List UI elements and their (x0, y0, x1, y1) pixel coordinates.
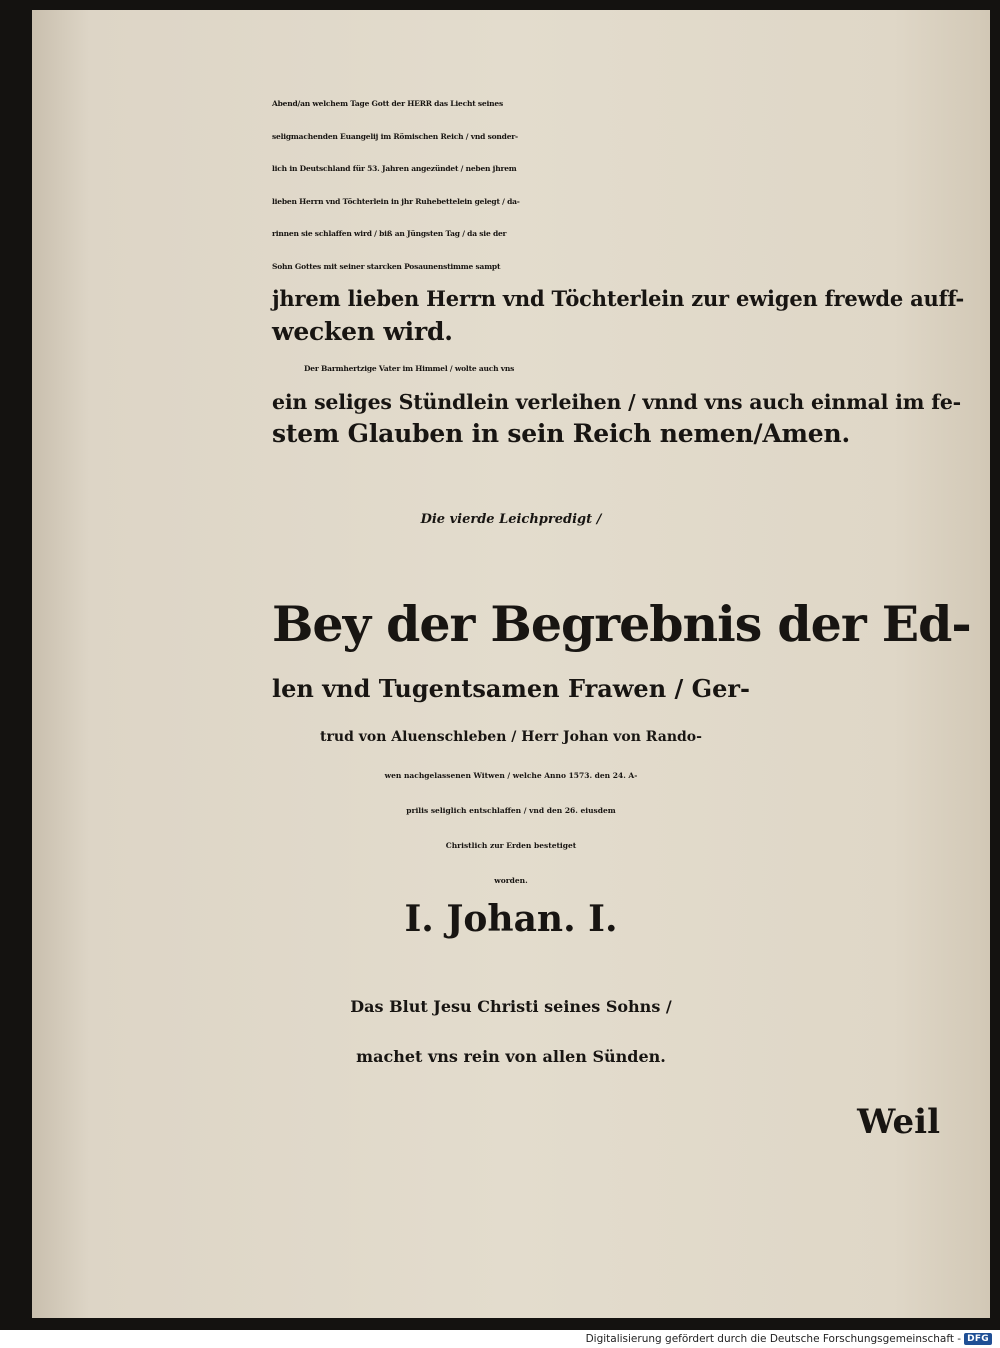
paragraph-1 (272, 88, 964, 348)
title-line: len vnd Tugentsamen Frawen / Ger- (272, 674, 750, 703)
title-line: prilis seliglich entschlaffen / vnd den 26. eiusdem (406, 806, 616, 815)
text-line: stem Glauben in sein Reich nemen/Amen. (272, 419, 850, 448)
text-line: jhrem lieben Herrn vnd Töchterlein zur ewigen frewde auff- (272, 286, 965, 311)
paragraph-2 (272, 353, 961, 451)
text-line: Der Barmhertzige Vater im Himmel / wolte auch vns (304, 364, 515, 373)
title-line: worden. (494, 876, 528, 885)
text-line: ein seliges Stündlein verleihen / vnnd vns auch einmal im fe- (272, 389, 961, 414)
text-line: lich in Deutschland für 53. Jahren angezündet / neben jhrem (272, 164, 517, 173)
scripture-line: Das Blut Jesu Christi seines Sohns / (350, 997, 672, 1016)
footer-credit (586, 1332, 992, 1346)
text-line: rinnen sie schlaffen wird / biß an Jüngsten Tag / da sie der (272, 229, 507, 238)
title-line: trud von Aluenschleben / Herr Johan von Rando- (320, 729, 702, 745)
catchword: Weil (857, 1102, 940, 1142)
title-line: Christlich zur Erden bestetiget (445, 841, 577, 850)
funding-note: Digitalisierung gefördert durch die Deutsche Forschungsgemeinschaft - (585, 1333, 962, 1345)
scripture-text (32, 982, 990, 1082)
scripture-reference: I. Johan. I. (404, 898, 618, 940)
sermon-subtitle: Die vierde Leichpredigt / (420, 512, 602, 527)
title-line: wen nachgelassenen Witwen / welche Anno 1573. den 24. A- (384, 771, 638, 780)
text-line: seligmachenden Euangelij im Römischen Reich / vnd sonder- (272, 131, 518, 141)
text-line: Sohn Gottes mit seiner starcken Posaunenstimme sampt (272, 261, 501, 271)
sermon-title-continuation (32, 662, 990, 898)
scripture-line: machet vns rein von allen Sünden. (356, 1047, 666, 1066)
text-line: wecken wird. (272, 316, 453, 346)
text-line: lieben Herrn vnd Töchterlein in jhr Ruhebettelein gelegt / da- (272, 196, 520, 206)
dfg-logo[interactable]: DFG (964, 1333, 992, 1345)
sermon-title: Bey der Begrebnis der Ed- (272, 595, 971, 653)
text-line: Abend/an welchem Tage Gott der HERR das Liecht seines (272, 99, 503, 108)
book-page (32, 10, 990, 1318)
